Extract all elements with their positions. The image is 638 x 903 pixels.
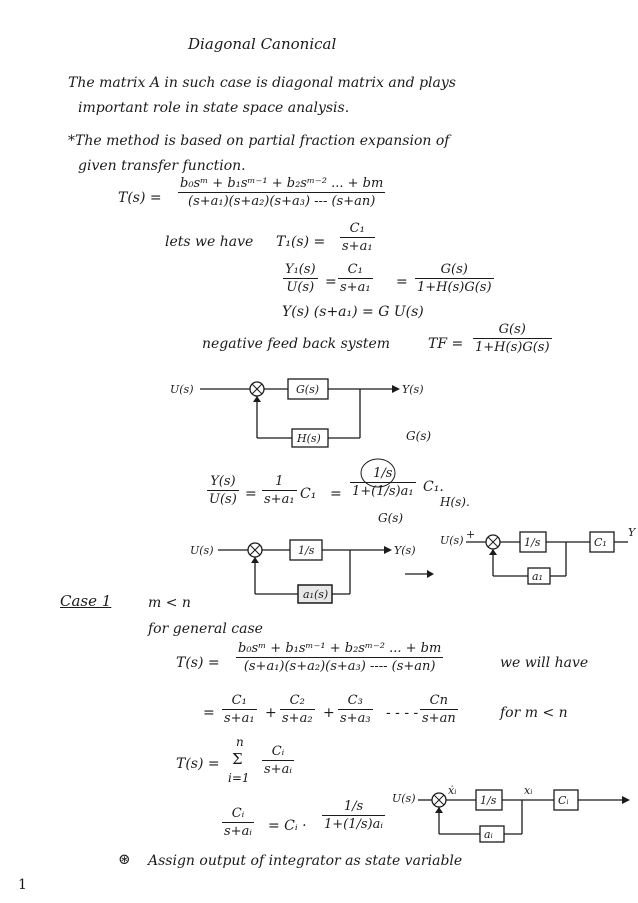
tf1-numerator: b₀sᵐ + b₁sᵐ⁻¹ + b₂sᵐ⁻² ... + bm: [180, 176, 384, 191]
bd4-fb-label: aᵢ: [484, 828, 493, 841]
pf-term-n: [420, 693, 458, 726]
eqy-lhs-num: Y₁(s): [285, 262, 316, 277]
pf-t3-den: s+a₃: [340, 711, 371, 726]
asterisk-circle-icon: ⊛: [118, 850, 131, 868]
case1-condition: m < n: [148, 595, 191, 611]
circled-term: [360, 455, 400, 495]
bd3-y-label: Y: [628, 526, 636, 539]
c1-lhs-fraction: [207, 474, 239, 507]
eqy-mid-num: C₁: [347, 262, 363, 277]
plus-sign: +: [265, 705, 277, 721]
bd2-fb-label: a₁(s): [303, 588, 329, 601]
c1-h-label: H(s).: [440, 495, 470, 509]
eqy-mid-fraction: [338, 262, 373, 295]
method-line-2: given transfer function.: [78, 158, 246, 174]
tf2-denominator: (s+a₁)(s+a₂)(s+a₃) ---- (s+an): [243, 659, 436, 674]
tf1-lhs: T(s) =: [118, 190, 162, 206]
tf1-fraction: [178, 176, 385, 209]
pf-term-1: [222, 693, 257, 726]
block-diagram-2: [190, 538, 416, 608]
ci-right-num: 1/s: [343, 799, 364, 814]
case1-label: Case 1: [60, 592, 112, 610]
bd2-output-label: Y(s): [394, 544, 416, 557]
negfb-tf: TF =: [428, 336, 464, 352]
negfb-text: negative feed back system: [202, 336, 391, 352]
intro-line-2: important role in state space analysis.: [78, 100, 350, 116]
sum-lower: i=1: [228, 771, 250, 785]
pf-tail: for m < n: [500, 705, 568, 721]
lets-numerator: C₁: [349, 221, 365, 236]
tf2-tail: we will have: [500, 655, 589, 671]
page-title: Diagonal Canonical: [188, 35, 337, 53]
pf-tn-num: Cn: [429, 693, 448, 708]
bd4-x-label: xᵢ: [524, 784, 533, 797]
c1-lhs-num: Y(s): [210, 474, 236, 489]
pf-t1-den: s+a₁: [224, 711, 255, 726]
bd3-plus: +: [466, 528, 476, 541]
sum-num: Cᵢ: [271, 744, 285, 759]
pf-tn-den: s+an: [422, 711, 456, 726]
bd3-input-label: U(s): [440, 534, 464, 547]
eqy-eq: =: [325, 274, 337, 290]
pf-dots: - - - -: [386, 705, 419, 721]
pf-t1-num: C₁: [231, 693, 247, 708]
c1-c: C₁: [300, 486, 317, 502]
tf2-lhs: T(s) =: [176, 655, 220, 671]
bd2-block-label: 1/s: [298, 544, 315, 557]
ci-eq: = Cᵢ ·: [268, 818, 307, 834]
lets-fraction: [340, 221, 375, 254]
block-diagram-4: [392, 784, 632, 848]
ci-num: Cᵢ: [231, 806, 245, 821]
arrow-icon: [405, 568, 435, 580]
eqy-right-fraction: [415, 262, 494, 295]
ci-right-den: 1+(1/s)aᵢ: [324, 817, 383, 832]
pf-t2-num: C₂: [289, 693, 305, 708]
plus-sign: +: [323, 705, 335, 721]
eqy-right-den: 1+H(s)G(s): [417, 280, 492, 295]
sum-den: s+aᵢ: [264, 762, 292, 777]
pf-t3-num: C₃: [347, 693, 363, 708]
negfb-fraction: [473, 322, 552, 355]
bd4-xdot-label: ẋᵢ: [448, 784, 457, 797]
bd1-input-label: U(s): [170, 383, 194, 396]
ci-lhs-fraction: [222, 806, 254, 839]
c1-mid-fraction: [262, 474, 297, 507]
bd1-output-label: Y(s): [402, 383, 424, 396]
block-diagram-3: [440, 528, 638, 593]
negfb-num: G(s): [498, 322, 526, 337]
negfb-den: 1+H(s)G(s): [475, 340, 550, 355]
c1-lhs-den: U(s): [209, 492, 237, 507]
eqy-lhs-fraction: [283, 262, 318, 295]
bd4-block-label: 1/s: [480, 794, 497, 807]
pf-t2-den: s+a₂: [282, 711, 313, 726]
ci-den: s+aᵢ: [224, 824, 252, 839]
c1-g-label: G(s): [378, 511, 404, 525]
bd4-input-label: U(s): [392, 792, 416, 805]
c1-right-den: 1+(1/s)a₁: [352, 484, 414, 499]
g-block-label: G(s): [296, 383, 320, 396]
pf-eq: =: [203, 705, 215, 721]
bd1-note: G(s): [406, 429, 432, 443]
sum-upper: n: [236, 735, 244, 749]
assign-text: Assign output of integrator as state variable: [148, 853, 463, 869]
sum-lhs: T(s) =: [176, 756, 220, 772]
h-block-label: H(s): [297, 432, 321, 445]
c1-right-num: 1/s: [373, 466, 393, 481]
pf-term-2: [280, 693, 315, 726]
lets-denominator: s+a₁: [342, 239, 373, 254]
bd3-block-label: 1/s: [524, 536, 541, 549]
block-diagram-1: [170, 375, 424, 460]
bd3-fb-label: a₁: [532, 570, 543, 583]
c1-mid-den: s+a₁: [264, 492, 295, 507]
pf-term-3: [338, 693, 373, 726]
page-number: 1: [18, 877, 27, 893]
eqy2: Y(s) (s+a₁) = G U(s): [282, 304, 424, 320]
bd4-c-label: Cᵢ: [558, 794, 569, 807]
sigma-symbol: Σ: [232, 750, 243, 768]
eqy-right-num: G(s): [440, 262, 468, 277]
c1-eq2: =: [330, 486, 342, 502]
bd3-c-label: C₁: [594, 536, 607, 549]
bd2-input-label: U(s): [190, 544, 214, 557]
intro-line-1: The matrix A in such case is diagonal matrix and plays: [68, 75, 456, 91]
c1-tail: C₁.: [423, 479, 444, 495]
tf1-denominator: (s+a₁)(s+a₂)(s+a₃) --- (s+an): [188, 194, 376, 209]
tf2-fraction: [236, 641, 443, 674]
tf2-numerator: b₀sᵐ + b₁sᵐ⁻¹ + b₂sᵐ⁻² ... + bm: [238, 641, 442, 656]
eqy-mid-den: s+a₁: [340, 280, 371, 295]
method-line-1: *The method is based on partial fraction expansion of: [68, 133, 450, 149]
lets-lhs: T₁(s) =: [276, 234, 326, 250]
c1-eq: =: [245, 486, 257, 502]
lets-text: lets we have: [165, 234, 254, 250]
general-case-text: for general case: [148, 621, 263, 637]
ci-right-fraction: [322, 799, 385, 832]
eqy-eq2: =: [396, 274, 408, 290]
eqy-lhs-den: U(s): [286, 280, 315, 295]
c1-mid-num: 1: [275, 474, 284, 489]
sum-fraction: [262, 744, 294, 777]
